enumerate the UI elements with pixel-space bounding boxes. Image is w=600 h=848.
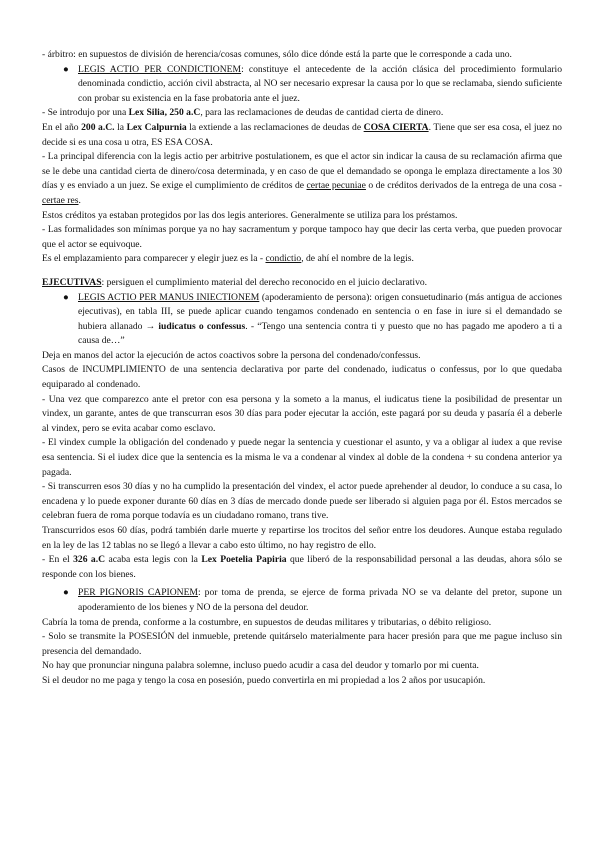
paragraph-vindex-garante: - Una vez que comparezco ante el pretor con esa persona y la someto a la manus, el iudicatus tiene la posibilidad de presentar un vindex, un garante, antes de que transcurran esos 30 días para poder ejecutar la acción, este pagará por su deuda y pasaría él a deberle al vindex, pero se evita acabar como esclavo.	[42, 393, 562, 434]
heading-condictionem: LEGIS ACTIO PER CONDICTIONEM	[78, 63, 242, 75]
bullet-dot: ●	[63, 291, 69, 303]
bullet-dot: ●	[63, 63, 69, 75]
bullet-condictionem: ● LEGIS ACTIO PER CONDICTIONEM: constituye el antecedente de la acción clásica del procedimiento formulario denominada condictio, acción civil abstracta, al NO ser necesario expresar la causa por lo que se reclamaba, siendo suficiente con probar su existencia en la fase probatoria ante el juez.	[63, 63, 563, 104]
bullet-manus-iniectionem: ● LEGIS ACTIO PER MANUS INIECTIONEM (apoderamiento de persona): origen consuetudinario (más antigua de acciones ejecutivas), en tabla III, se puede aplicar cuando tengamos condenado en sentencia o en fase in iure si el demandado se hubiera allanado → iudicatus o confessus. - “Tengo una sentencia contra ti y puesto que no has pagado me apodero a ti a causa de…”	[63, 291, 563, 347]
paragraph-lex-poetelia: - En el 326 a.C acaba esta legis con la Lex Poetelia Papiria que liberó de la responsabilidad personal a las deudas, ahora sólo se responde con los bienes.	[42, 554, 562, 580]
bullet-pignoris-capionem: ● PER PIGNORIS CAPIONEM: por toma de prenda, se ejerce de forma privada NO se va delante del pretor, supone un apoderamiento de los bienes y NO de la persona del deudor.	[63, 587, 562, 613]
paragraph-usucapion: Si el deudor no me paga y tengo la cosa en posesión, puedo convertirla en mi propiedad a los 2 años por usucapión.	[42, 674, 486, 686]
paragraph-30-dias: - Si transcurren esos 30 días y no ha cumplido la presentación del vindex, el actor puede aprehender al deudor, lo conduce a su casa, lo encadena y lo puede exponer durante 60 días en 3 días de mercado donde puede ser liberado si alguien paga por él. Estos mercados se celebran fuera de roma porque todavía es un ciudadano romano, trans tive.	[42, 481, 562, 522]
paragraph-deja-en-manos: Deja en manos del actor la ejecución de actos coactivos sobre la persona del condenado/confessus.	[42, 349, 421, 361]
heading-manus-iniectionem: LEGIS ACTIO PER MANUS INIECTIONEM	[78, 291, 260, 303]
paragraph-emplazamiento: Es el emplazamiento para comparecer y elegir juez es la - condictio, de ahí el nombre de la legis.	[42, 253, 414, 265]
paragraph-vindex-obligacion: - El vindex cumple la obligación del condenado y puede negar la sentencia y cuestionar el asunto, y va a obligar al iudex a que revise esa sentencia. Si el iudex dice que la sentencia es la misma le va a condenar al vindex al doble de la condena + su condena anterior ya pagada.	[42, 437, 562, 478]
paragraph-incumplimiento: Casos de INCUMPLIMIENTO de una sentencia declarativa por parte del condenado, iudicatus o confessus, por lo que quedaba equiparado al condenado.	[42, 364, 562, 391]
paragraph-lex-calpurnia: En el año 200 a.C. la Lex Calpurnia la extiende a las reclamaciones de deudas de COSA CIERTA. Tiene que ser esa cosa, el juez no decide si es una cosa u otra, ES ESA COSA.	[42, 121, 562, 148]
paragraph-creditos: Estos créditos ya estaban protegidos por las dos legis anteriores. Generalmente se utiliza para los préstamos.	[42, 209, 458, 221]
paragraph-diferencia: - La principal diferencia con la legis actio per arbitrive postulationem, es que el actor sin indicar la causa de su reclamación afirma que se le debe una cantidad cierta de dinero/cosa determinada, y en caso de que el demandado se oponga le emplaza directamente a los 30 días y es enviado a un juez. Se exige el cumplimiento de créditos de certae pecuniae o de créditos derivados de la entrega de una cosa - certae res.	[42, 151, 562, 206]
paragraph-60-dias: Transcurridos esos 60 días, podrá también darle muerte y repartirse los trocitos del señor entre los deudores. Aunque estaba regulado en la ley de las 12 tablas no se llegó a llevar a cabo esto último, no hay registro de ello.	[42, 525, 562, 551]
paragraph-arbitro: - árbitro: en supuestos de división de herencia/cosas comunes, sólo dice dónde está la parte que le corresponde a cada uno.	[42, 49, 512, 60]
paragraph-lex-silia: - Se introdujo por una Lex Silia, 250 a.C, para las reclamaciones de deudas de cantidad cierta de dinero.	[42, 107, 444, 119]
paragraph-posesion: - Solo se transmite la POSESIÓN del inmueble, pretende quitárselo materialmente para hacer presión para que me pague incluso sin presencia del demandado.	[42, 631, 562, 657]
paragraph-palabra-solemne: No hay que pronunciar ninguna palabra solemne, incluso puedo acudir a casa del deudor y tomarlo por mi cuenta.	[42, 660, 479, 672]
heading-ejecutivas: EJECUTIVAS: persiguen el cumplimiento material del derecho reconocido en el juicio declarativo.	[42, 276, 428, 288]
bullet-dot: ●	[63, 587, 69, 599]
paragraph-toma-de-prenda: Cabría la toma de prenda, conforme a la costumbre, en supuestos de deudas militares y tributarias, o débito religioso.	[42, 616, 492, 628]
paragraph-formalidades: - Las formalidades son mínimas porque ya no hay sacramentum y porque tampoco hay que decir las certa verba, que pueden provocar que el actor se equivoque.	[42, 224, 562, 250]
heading-pignoris-capionem: PER PIGNORIS CAPIONEM	[78, 587, 198, 599]
